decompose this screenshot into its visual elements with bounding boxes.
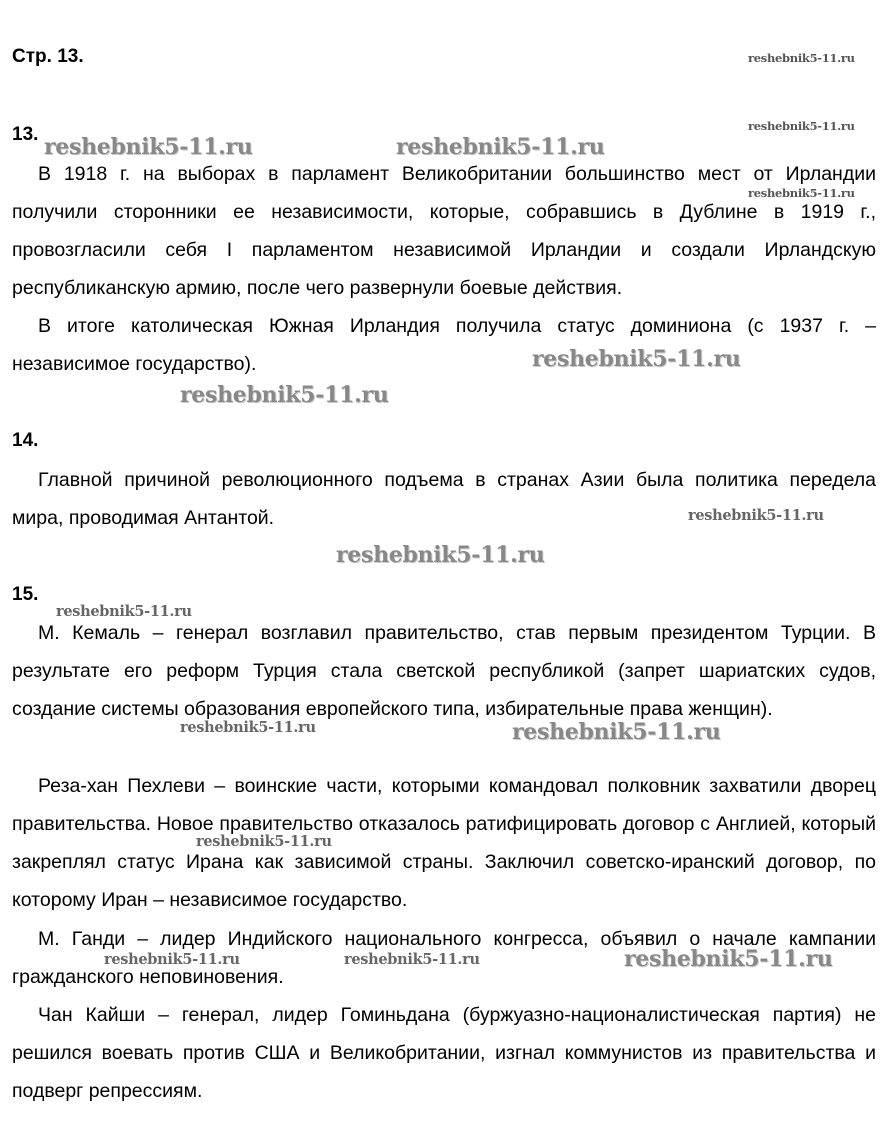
watermark: reshebnik5-11.ru — [624, 946, 833, 972]
paragraph: В итоге католическая Южная Ирландия получила статус доминиона (с 1937 г. – независимое государство). — [12, 315, 876, 375]
paragraph: Реза-хан Пехлеви – воинские части, которыми командовал полковник захватили дворец правительства. Новое правительство отказалось ратифицировать договор с Англией, который закреплял статус Ирана как зависимой страны. Заключил советско-иранский договор, по которому Иран – независимое государство. — [12, 775, 876, 911]
watermark: reshebnik5-11.ru — [336, 542, 545, 568]
paragraph: М. Кемаль – генерал возглавил правительство, став первым президентом Турции. В результате его реформ Турция стала светской республикой (запрет шариатских судов, создание системы образования европейского типа, избирательные права женщин). — [12, 622, 876, 720]
watermark: reshebnik5-11.ru — [512, 719, 721, 745]
paragraph: Чан Кайши – генерал, лидер Гоминьдана (буржуазно-националистическая партия) не решился воевать против США и Великобритании, изгнал коммунистов из правительства и подверг репрессиям. — [12, 1004, 876, 1102]
watermark: reshebnik5-11.ru — [344, 951, 480, 968]
paragraph: В 1918 г. на выборах в парламент Великобритании большинство мест от Ирландии получили сторонники ее независимости, которые, собравшись в Дублине в 1919 г., провозгласили себя I парламентом независимой Ирландии и создали Ирландскую республиканскую армию, после чего развернули боевые действия. — [12, 163, 876, 299]
paragraph: М. Ганди – лидер Индийского национального конгресса, объявил о начале кампании гражданского неповиновения. — [12, 928, 876, 988]
paragraph: Главной причиной революционного подъема в странах Азии была политика передела мира, проводимая Антантой. — [12, 469, 876, 529]
watermark: reshebnik5-11.ru — [748, 119, 855, 133]
section-number-14: 14. — [12, 430, 39, 451]
watermark: reshebnik5-11.ru — [180, 719, 316, 736]
section-number-13: 13. — [12, 124, 39, 145]
watermark: reshebnik5-11.ru — [196, 833, 332, 850]
watermark: reshebnik5-11.ru — [748, 186, 855, 200]
watermark: reshebnik5-11.ru — [396, 134, 605, 160]
watermark: reshebnik5-11.ru — [44, 134, 253, 160]
watermark: reshebnik5-11.ru — [532, 346, 741, 372]
section-number-15: 15. — [12, 584, 39, 605]
watermark: reshebnik5-11.ru — [688, 507, 824, 524]
page-title: Стр. 13. — [12, 46, 84, 67]
watermark: reshebnik5-11.ru — [104, 951, 240, 968]
watermark: reshebnik5-11.ru — [56, 603, 192, 620]
watermark: reshebnik5-11.ru — [180, 382, 389, 408]
watermark: reshebnik5-11.ru — [748, 51, 855, 65]
